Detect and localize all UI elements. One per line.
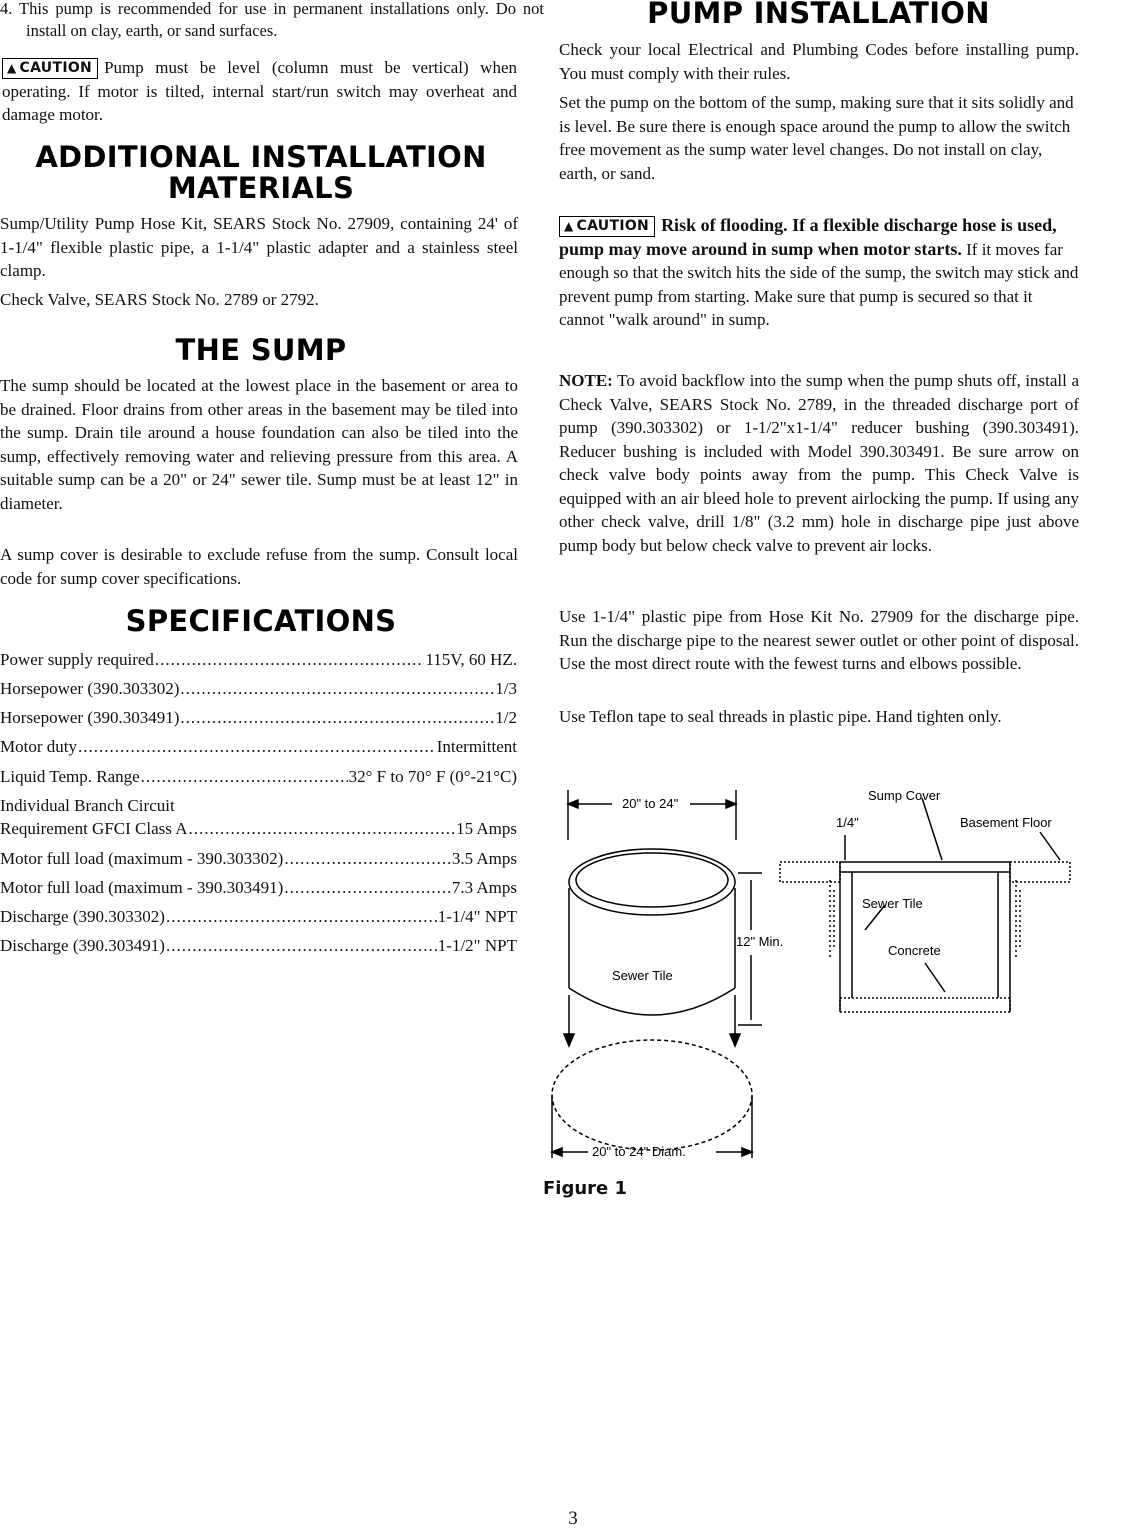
spec-row: Horsepower (390.303302) ..... 1/3	[0, 677, 517, 700]
sump-cover-label: Sump Cover	[868, 788, 941, 803]
spec-row: Liquid Temp. Range ..... 32° F to 70° F (0°-21°C)	[0, 765, 517, 788]
sewer-tile-left-label: Sewer Tile	[612, 968, 673, 983]
sump-figure	[540, 780, 1100, 1180]
pipe-paragraph: Use 1-1/4" plastic pipe from Hose Kit No. 27909 for the discharge pipe. Run the discharge pipe to the nearest sewer outlet or other point of disposal. Use the most direct route with the fewest turns and elbows possible.	[559, 607, 1079, 673]
dim-bottom-label: 20" to 24" Diam.	[592, 1144, 686, 1159]
figure-caption: Figure 1	[543, 1178, 628, 1199]
teflon-paragraph: Use Teflon tape to seal threads in plastic pipe. Hand tighten only.	[559, 707, 1002, 726]
caution-paragraph-1: ▲ CAUTION Pump must be level (column must be vertical) when operating. If motor is tilted, internal start/run switch may overheat and damage motor.	[2, 58, 517, 124]
caution-badge: ▲ CAUTION	[559, 216, 655, 237]
heading-pump-installation: PUMP INSTALLATION	[647, 0, 990, 30]
quarter-inch-label: 1/4"	[836, 815, 859, 830]
sump-cross-section	[780, 798, 1070, 1012]
spec-row: Motor full load (maximum - 390.303491) ..... 7.3 Amps	[0, 876, 517, 899]
spec-row: Horsepower (390.303491) ..... 1/2	[0, 706, 517, 729]
sewer-tile-right-label: Sewer Tile	[862, 896, 923, 911]
sump-paragraph-1: The sump should be located at the lowest place in the basement or area to be drained. Floor drains from other areas in the basement may be tiled into the sump. Drain tile around a house foundation can also be tiled into the sump, effectively removing water and relieving pressure from this area. A suitable sump can be a 20" or 24" sewer tile. Sump must be at least 12" in diameter.	[0, 376, 518, 513]
spec-row: Discharge (390.303302) ..... 1-1/4" NPT	[0, 905, 517, 928]
basement-floor-label: Basement Floor	[960, 815, 1052, 830]
note-paragraph: NOTE: To avoid backflow into the sump when the pump shuts off, install a Check Valve, SEARS Stock No. 2789, in the threaded discharge port of pump (390.303302) or 1-1/2"x1-1/4" reducer bushing (390.303491). Reducer bushing is included with Model 390.303491. Be sure arrow on check valve body points away from the pump. This Check Valve is equipped with an air bleed hole to prevent airlocking the pump. If using any other check valve, drill 1/8" (3.2 mm) hole in discharge pipe just above pump body but below check valve to prevent air locks.	[559, 371, 1079, 555]
concrete-label: Concrete	[888, 943, 941, 958]
pump-paragraph-1: Check your local Electrical and Plumbing Codes before installing pump. You must comply with their rules.	[559, 40, 1079, 83]
caution-paragraph-2: ▲ CAUTION Risk of flooding. If a flexible discharge hose is used, pump may move around in sump when motor starts. If it moves far enough so that the switch hits the side of the sump, the switch may stick and prevent pump from starting. Make sure that pump is secured so that it cannot "walk around" in sump.	[559, 215, 1079, 329]
page-number: 3	[568, 1508, 578, 1529]
spec-row: Motor duty ..... Intermittent	[0, 735, 517, 758]
caution-badge: ▲ CAUTION	[2, 58, 98, 79]
heading-additional-materials: ADDITIONAL INSTALLATION MATERIALS	[35, 140, 487, 205]
item-4-text: 4. This pump is recommended for use in permanent installations only. Do not install on clay, earth, or sand surfaces.	[0, 0, 544, 40]
dim-top-label: 20" to 24"	[622, 796, 679, 811]
heading-the-sump: THE SUMP	[175, 333, 347, 367]
sump-paragraph-2: A sump cover is desirable to exclude refuse from the sump. Consult local code for sump cover specifications.	[0, 545, 518, 588]
pump-paragraph-2: Set the pump on the bottom of the sump, making sure that it sits solidly and is level. Be sure there is enough space around the pump to allow the switch free movement as the sump water level changes. Do not install on clay, earth, or sand.	[559, 93, 1074, 183]
spec-row: Discharge (390.303491) ..... 1-1/2" NPT	[0, 934, 517, 957]
materials-paragraph-2: Check Valve, SEARS Stock No. 2789 or 2792.	[0, 290, 319, 309]
warning-triangle-icon: ▲	[564, 219, 574, 233]
heading-specifications: SPECIFICATIONS	[125, 604, 397, 638]
dim-height-label: 12" Min.	[736, 934, 784, 949]
spec-row: Motor full load (maximum - 390.303302) ..... 3.5 Amps	[0, 847, 517, 870]
spec-row: Power supply required ..... 115V, 60 HZ.	[0, 648, 517, 671]
materials-paragraph-1: Sump/Utility Pump Hose Kit, SEARS Stock No. 27909, containing 24' of 1-1/4" flexible plastic pipe, a 1-1/4" plastic adapter and a stainless steel clamp.	[0, 214, 518, 280]
spec-row: Individual Branch Circuit Requirement GFCI Class A ..... 15 Amps	[0, 794, 517, 840]
warning-triangle-icon: ▲	[7, 61, 17, 75]
